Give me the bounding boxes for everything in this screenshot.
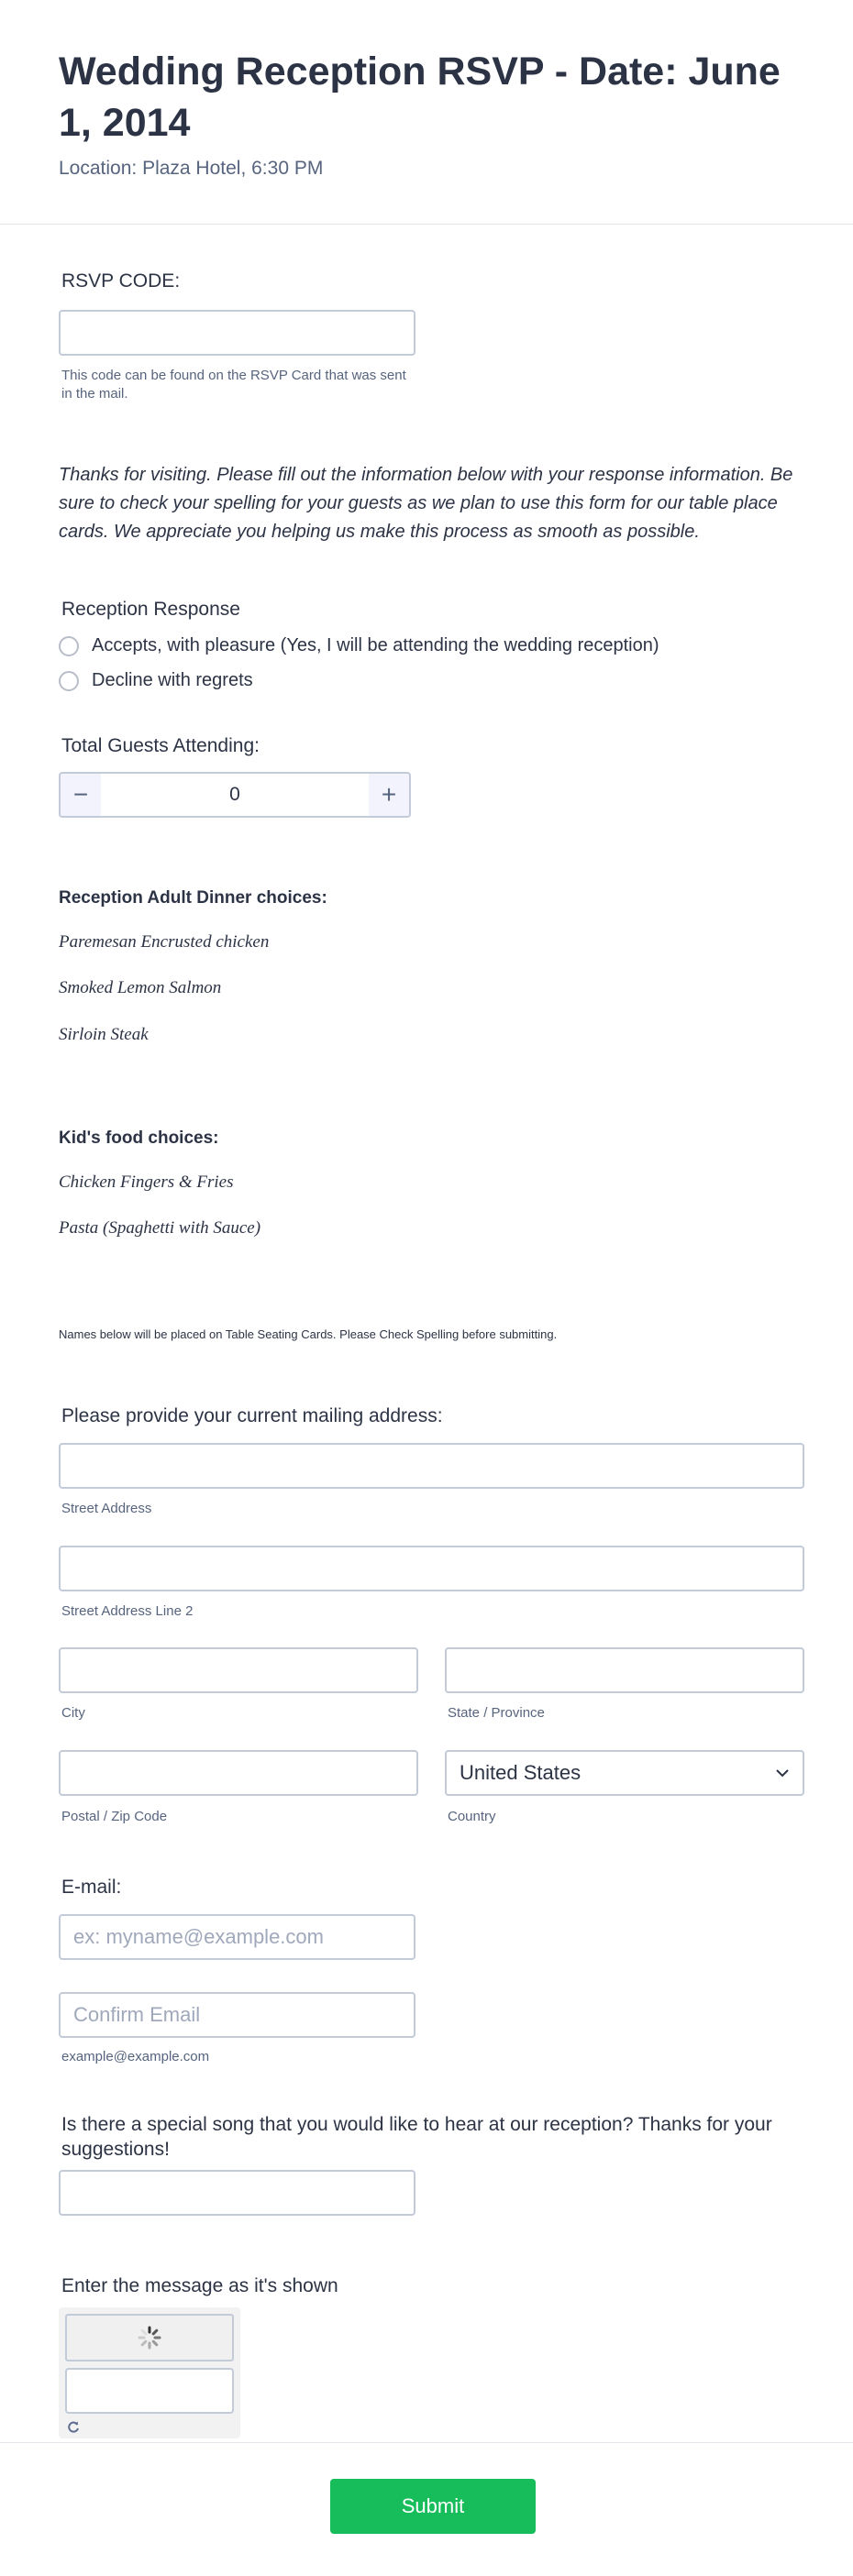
refresh-icon[interactable]	[67, 2421, 80, 2434]
radio-circle-accept[interactable]	[59, 636, 79, 656]
adult-dinner-title: Reception Adult Dinner choices:	[59, 888, 327, 908]
email-label: E-mail:	[61, 1877, 122, 1898]
radio-decline[interactable]	[59, 670, 253, 691]
email-hint: example@example.com	[61, 2049, 210, 2064]
country-hint: Country	[448, 1809, 496, 1824]
street-address-input[interactable]	[59, 1443, 804, 1489]
country-value: United States	[460, 1761, 582, 1784]
state-hint: State / Province	[448, 1705, 545, 1721]
street-address-line2-hint: Street Address Line 2	[61, 1603, 194, 1619]
increment-button[interactable]: +	[381, 780, 397, 809]
radio-accept[interactable]	[59, 635, 659, 656]
kids-food-item: Pasta (Spaghetti with Sauce)	[59, 1218, 261, 1238]
adult-dinner-item: Smoked Lemon Salmon	[59, 978, 222, 997]
page-subtitle: Location: Plaza Hotel, 6:30 PM	[59, 158, 324, 179]
names-note: Names below will be placed on Table Seating Cards. Please Check Spelling before submitting.	[59, 1327, 558, 1341]
email-input[interactable]	[59, 1914, 415, 1960]
chevron-down-icon	[775, 1768, 790, 1778]
kids-food-title: Kid's food choices:	[59, 1128, 219, 1148]
rsvp-code-input[interactable]	[59, 310, 415, 356]
song-label: Is there a special song that you would like to hear at our reception? Thanks for your suggestions!	[61, 2114, 772, 2160]
state-input[interactable]	[445, 1647, 804, 1693]
address-label: Please provide your current mailing address:	[61, 1405, 443, 1426]
street-address-line2-input[interactable]	[59, 1546, 804, 1591]
loading-spinner-icon	[138, 2326, 161, 2350]
confirm-email-input[interactable]	[59, 1992, 415, 2038]
city-hint: City	[61, 1705, 85, 1721]
zip-hint: Postal / Zip Code	[61, 1809, 168, 1824]
rsvp-code-hint: This code can be found on the RSVP Card that was sent in the mail.	[61, 368, 406, 402]
guests-label: Total Guests Attending:	[61, 735, 260, 756]
radio-decline-label: Decline with regrets	[92, 670, 253, 690]
captcha-box	[59, 2307, 240, 2438]
guests-value[interactable]: 0	[101, 774, 369, 816]
captcha-input[interactable]	[65, 2368, 234, 2414]
radio-circle-decline[interactable]	[59, 671, 79, 691]
submit-button[interactable]: Submit	[330, 2479, 536, 2534]
page-title: Wedding Reception RSVP - Date: June 1, 2014	[59, 50, 781, 145]
captcha-image	[65, 2314, 234, 2361]
radio-accept-label: Accepts, with pleasure (Yes, I will be attending the wedding reception)	[92, 635, 659, 655]
city-input[interactable]	[59, 1647, 418, 1693]
kids-food-item: Chicken Fingers & Fries	[59, 1172, 234, 1192]
guests-stepper	[59, 772, 411, 818]
zip-input[interactable]	[59, 1750, 418, 1796]
street-address-hint: Street Address	[61, 1501, 152, 1516]
intro-text: Thanks for visiting. Please fill out the information below with your response information. Be sure to check your spelling for your guests as we plan to use this form for our table place cards. We appreciate you helping us make this process as smooth as possible.	[59, 465, 793, 542]
reception-response-label: Reception Response	[61, 599, 240, 620]
adult-dinner-item: Sirloin Steak	[59, 1025, 149, 1044]
decrement-button[interactable]: −	[72, 780, 89, 809]
song-input[interactable]	[59, 2170, 415, 2216]
form-header	[0, 0, 853, 225]
captcha-label: Enter the message as it's shown	[61, 2275, 338, 2296]
country-select[interactable]	[445, 1750, 804, 1796]
adult-dinner-item: Paremesan Encrusted chicken	[59, 932, 270, 952]
rsvp-code-label: RSVP CODE:	[61, 270, 181, 292]
